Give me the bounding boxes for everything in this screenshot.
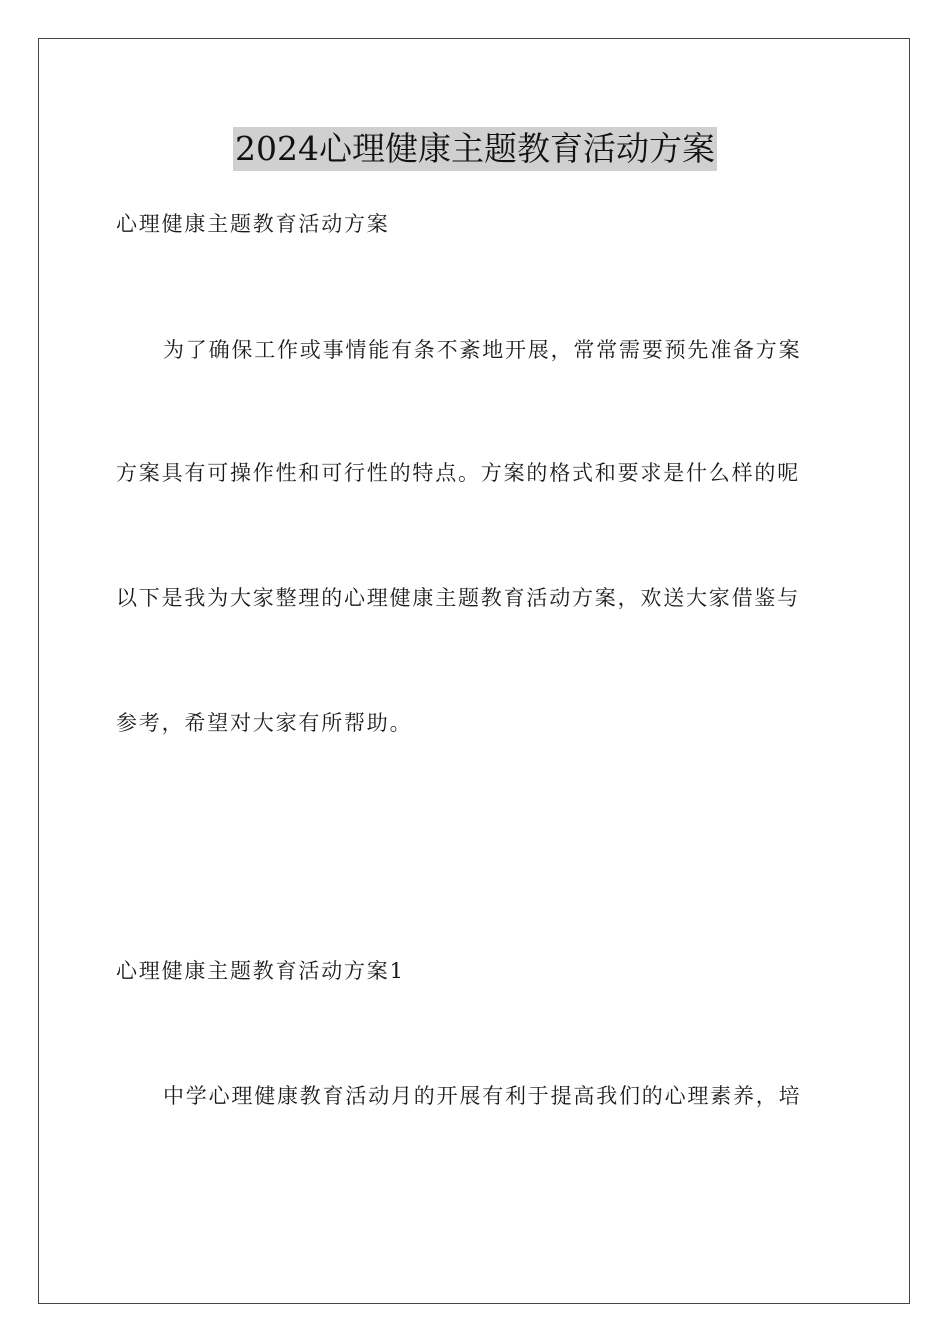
title-container — [0, 127, 950, 171]
paragraph-line: 为了确保工作或事情能有条不紊地开展，常常需要预先准备方案 — [163, 338, 802, 362]
paragraph-line: 以下是我为大家整理的心理健康主题教育活动方案，欢送大家借鉴与 — [116, 586, 800, 610]
paragraph-line: 中学心理健康教育活动月的开展有利于提高我们的心理素养，培 — [163, 1084, 802, 1108]
paragraph-line: 方案具有可操作性和可行性的特点。方案的格式和要求是什么样的呢 — [116, 461, 800, 485]
paragraph-line: 参考，希望对大家有所帮助。 — [116, 711, 413, 735]
section-heading: 心理健康主题教育活动方案1 — [116, 959, 405, 983]
document-subtitle: 心理健康主题教育活动方案 — [116, 212, 390, 236]
document-title: 2024心理健康主题教育活动方案 — [233, 127, 717, 171]
